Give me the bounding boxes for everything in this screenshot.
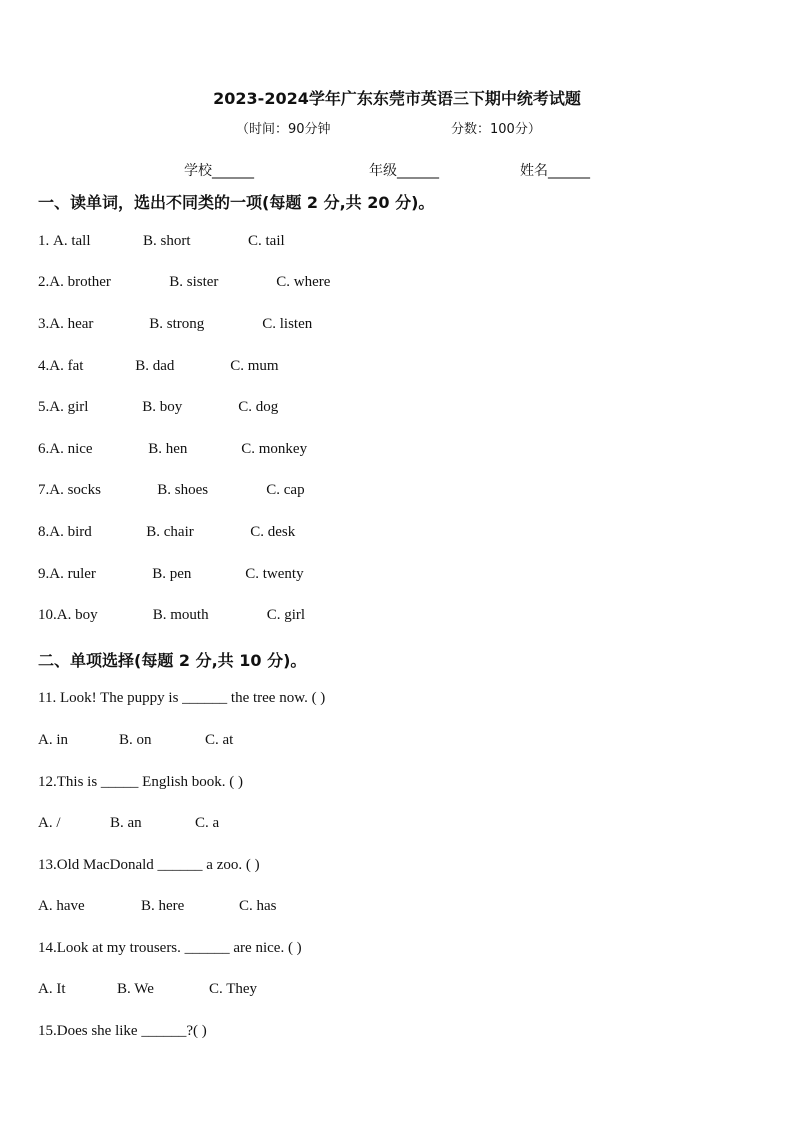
- option-a: A. nice: [49, 441, 93, 457]
- section-1-heading: 一、读单词，选出不同类的一项(每题 2 分,共 20 分)。: [38, 193, 435, 212]
- question-14-options: [38, 981, 257, 998]
- option-a: A. brother: [49, 274, 111, 290]
- question-number: 1.: [38, 233, 53, 249]
- question-number: 9.: [38, 566, 50, 582]
- option-b: B. chair: [146, 524, 194, 540]
- option-b: B. here: [141, 898, 185, 914]
- total-score: 分数：100分）: [451, 122, 541, 137]
- option-b: B. pen: [152, 566, 192, 582]
- question-number: 10.: [38, 607, 57, 623]
- option-c: C. mum: [230, 358, 279, 374]
- time-limit: （时间：90分钟: [236, 122, 331, 137]
- option-a: A. hear: [49, 316, 94, 332]
- option-b: B. mouth: [152, 607, 209, 623]
- question-10: [38, 607, 305, 624]
- question-13-stem: 13.Old MacDonald ______ a zoo. ( ): [38, 857, 260, 873]
- option-c: C. has: [239, 898, 277, 914]
- question-11-options: [38, 732, 233, 749]
- question-12-stem: 12.This is _____ English book. ( ): [38, 774, 243, 790]
- question-number: 7.: [38, 482, 50, 498]
- exam-subtitle: [236, 118, 541, 137]
- question-12-options: [38, 815, 219, 832]
- option-a: A. have: [38, 898, 85, 914]
- option-c: C. where: [276, 274, 331, 290]
- option-c: C. dog: [238, 399, 279, 415]
- option-b: B. boy: [142, 399, 183, 415]
- question-9: [38, 566, 304, 583]
- school-field: 学校______: [184, 163, 254, 179]
- question-number: 4.: [38, 358, 50, 374]
- exam-title: 2023-2024学年广东东莞市英语三下期中统考试题: [213, 89, 581, 108]
- question-4: [38, 358, 279, 375]
- question-14-stem: 14.Look at my trousers. ______ are nice. ( ): [38, 940, 302, 956]
- option-b: B. sister: [169, 274, 219, 290]
- option-a: A. It: [38, 981, 66, 997]
- option-a: A. in: [38, 732, 68, 748]
- option-b: B. We: [117, 981, 154, 997]
- question-13-options: [38, 898, 277, 915]
- question-number: 3.: [38, 316, 50, 332]
- question-number: 6.: [38, 441, 50, 457]
- question-1: [38, 233, 285, 250]
- option-c: C. They: [209, 981, 258, 997]
- option-a: A. girl: [49, 399, 89, 415]
- option-c: C. girl: [266, 607, 306, 623]
- question-number: 8.: [38, 524, 50, 540]
- question-15-stem: 15.Does she like ______?( ): [38, 1023, 207, 1039]
- option-b: B. hen: [148, 441, 188, 457]
- option-a: A. socks: [49, 482, 101, 498]
- question-5: [38, 399, 278, 416]
- section-2-heading: 二、单项选择(每题 2 分,共 10 分)。: [38, 651, 307, 670]
- option-b: B. an: [110, 815, 142, 831]
- option-c: C. cap: [266, 482, 305, 498]
- option-c: C. at: [205, 732, 234, 748]
- option-a: A. bird: [49, 524, 92, 540]
- option-c: C. a: [195, 815, 220, 831]
- option-c: C. twenty: [245, 566, 304, 582]
- question-7: [38, 482, 305, 499]
- question-2: [38, 274, 330, 291]
- option-b: B. strong: [149, 316, 205, 332]
- option-a: A. /: [38, 815, 61, 831]
- option-a: A. tall: [53, 233, 91, 249]
- question-6: [38, 441, 307, 458]
- option-c: C. desk: [250, 524, 296, 540]
- option-a: A. boy: [56, 607, 98, 623]
- option-b: B. shoes: [157, 482, 209, 498]
- option-c: C. monkey: [241, 441, 308, 457]
- option-b: B. short: [143, 233, 191, 249]
- question-3: [38, 316, 312, 333]
- option-a: A. ruler: [49, 566, 96, 582]
- option-b: B. dad: [135, 358, 175, 374]
- option-b: B. on: [119, 732, 152, 748]
- option-c: C. tail: [248, 233, 285, 249]
- option-a: A. fat: [49, 358, 84, 374]
- question-number: 2.: [38, 274, 50, 290]
- grade-field: 年级______: [369, 163, 439, 179]
- question-11-stem: 11. Look! The puppy is ______ the tree now. ( ): [38, 690, 326, 706]
- name-field: 姓名______: [520, 163, 590, 179]
- question-number: 5.: [38, 399, 50, 415]
- question-8: [38, 524, 295, 541]
- option-c: C. listen: [262, 316, 313, 332]
